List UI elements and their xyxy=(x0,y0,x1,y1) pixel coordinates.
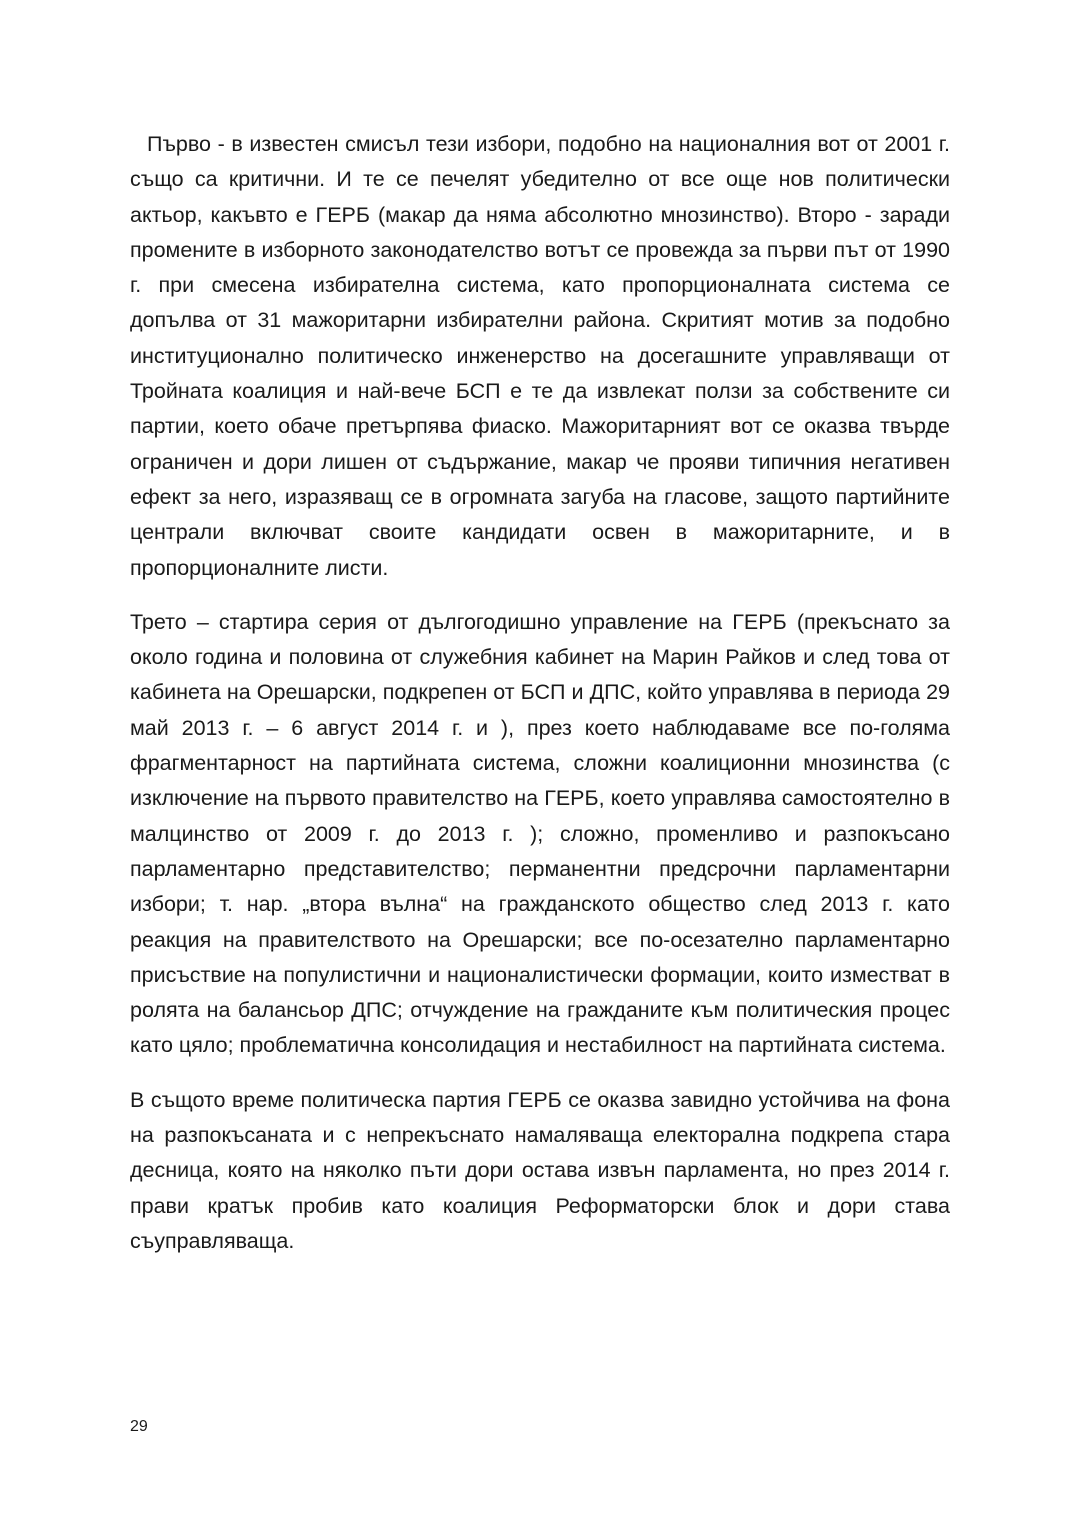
paragraph-3: В същото време политическа партия ГЕРБ се оказва завидно устойчива на фона на разпокъсаната и с непрекъснато намаляваща електорална подкрепа стара десница, която на няколко пъти дори остава извън парламента, но през 2014 г. прави кратък пробив като коалиция Реформаторски блок и дори става съуправляваща. xyxy=(130,1087,950,1253)
page-number: 29 xyxy=(130,1418,148,1435)
paragraph-2: Трето – стартира серия от дългогодишно управление на ГЕРБ (прекъснато за около година и половина от служебния кабинет на Марин Райков и след това от кабинета на Орешарски, подкрепен от БСП и ДПС, който управлява в периода 29 май 2013 г. – 6 август 2014 г. и ), през което наблюдаваме все по-голяма фрагментарност на партийната система, сложни коалиционни мнозинства (с изключение на първото правителство на ГЕРБ, което управлява самостоятелно в малцинство от 2009 г. до 2013 г. ); сложно, променливо и разпокъсано парламентарно представителство; перманентни предсрочни парламентарни избори; т. нар. „втора вълна“ на гражданското общество след 2013 г. като реакция на правителството на Орешарски; все по-осезателно парламентарно присъствие на популистични и националистически формации, които изместват в ролята на балансьор ДПС; отчуждение на гражданите към политическия процес като цяло; проблематична консолидация и нестабилност на партийната система. xyxy=(130,609,950,1058)
paragraph-1: Първо - в известен смисъл тези избори, подобно на националния вот от 2001 г. също са критични. И те се печелят убедително от все още нов политически актьор, какъвто е ГЕРБ (макар да няма абсолютно мнозинство). Второ - заради промените в изборното законодателство вотът се провежда за първи път от 1990 г. при смесена избирателна система, като пропорционалната система се допълва от 31 мажоритарни избирателни района. Скритият мотив за подобно институционално политическо инженерство на досегашните управляващи от Тройната коалиция и най-вече БСП е те да извлекат ползи за собствените си партии, което обаче претърпява фиаско. Мажоритарният вот се оказва твърде ограничен и дори лишен от съдържание, макар че прояви типичния негативен ефект за него, изразяващ се в огромната загуба на гласове, защото партийните централи включват своите кандидати освен в мажоритарните, и в пропорционалните листи. xyxy=(130,132,950,580)
body-text xyxy=(130,127,950,1278)
